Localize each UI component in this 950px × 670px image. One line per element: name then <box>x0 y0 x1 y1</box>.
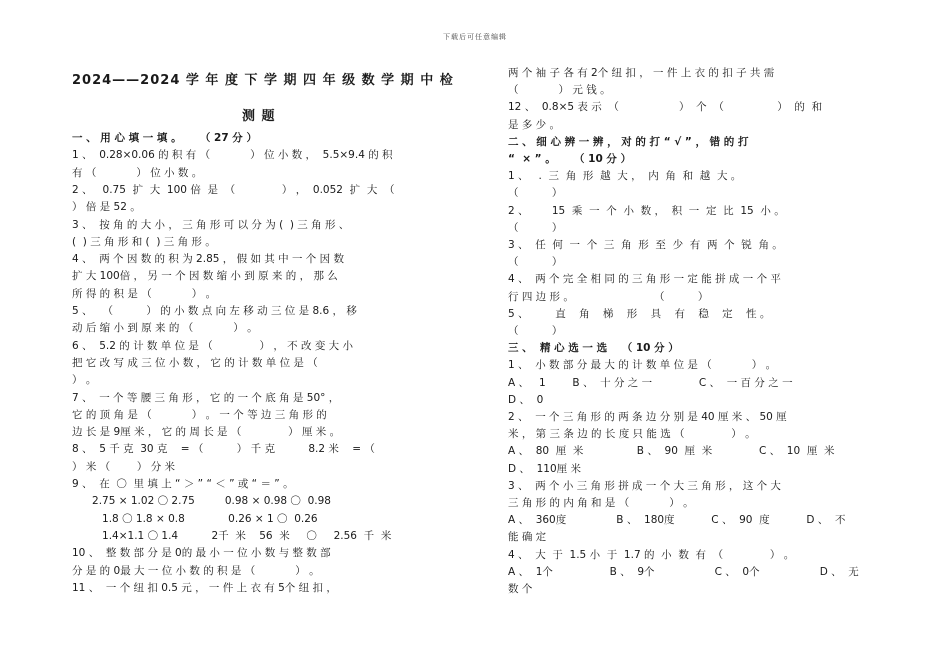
text-line: 1 、 0.28×0.06 的 积 有 （ ） 位 小 数 ， 5.5×9.4 的 积 <box>72 149 393 162</box>
text-line: 所 得 的 积 是 （ ） 。 <box>72 287 217 300</box>
text-line: 5 、 直 角 梯 形 具 有 稳 定 性 。 <box>508 307 771 320</box>
text-line: 1 、 . 三 角 形 越 大 ， 内 角 和 越 大 。 <box>508 170 742 183</box>
exam-title-line2: 测 题 <box>242 109 276 124</box>
text-line: 行 四 边 形 。 （ ） <box>508 290 709 303</box>
text-line: 11 、 一 个 纽 扣 0.5 元 ， 一 件 上 衣 有 5个 纽 扣 ， <box>72 581 337 594</box>
text-line: 5 、 （ ） 的 小 数 点 向 左 移 动 三 位 是 8.6 ， 移 <box>72 305 357 317</box>
text-line: ） 倍 是 52 。 <box>72 201 141 214</box>
text-line: 二 、 细 心 辨 一 辨 ， 对 的 打 “ √ ” ， 错 的 打 <box>508 135 749 148</box>
text-line: A 、 80 厘 米 B 、 90 厘 米 C 、 10 厘 米 <box>508 445 835 458</box>
text-line: （ ） <box>508 325 563 337</box>
text-line: “ × ” 。 （ 10 分 ） <box>508 153 632 165</box>
text-line: 1.4×1.1 〇 1.4 2千 米 56 米 〇 2.56 千 米 <box>72 529 392 542</box>
text-line: 米 ， 第 三 条 边 的 长 度 只 能 选 （ ） 。 <box>508 428 756 441</box>
text-line: A 、 360度 B 、 180度 C 、 90 度 D 、 不 <box>508 514 846 527</box>
text-line: 3 、 两 个 小 三 角 形 拼 成 一 个 大 三 角 形 ， 这 个 大 <box>508 479 781 492</box>
text-line: 一 、 用 心 填 一 填 。 （ 27 分 ） <box>72 132 257 144</box>
header-note: 下载后可任意编辑 <box>443 33 507 41</box>
text-line: （ ） <box>508 256 563 269</box>
text-line: 边 长 是 9厘 米 ， 它 的 周 长 是 （ ） 厘 米 。 <box>72 426 341 439</box>
text-line: 两 个 袖 子 各 有 2个 纽 扣 ， 一 件 上 衣 的 扣 子 共 需 <box>508 67 775 79</box>
text-line: 2 、 15 乘 一 个 小 数 ， 积 一 定 比 15 小 。 <box>508 204 785 217</box>
text-line: 分 是 的 0最 大 一 位 小 数 的 积 是 （ ） 。 <box>72 564 320 577</box>
text-line: 它 的 顶 角 是 （ ） 。 一 个 等 边 三 角 形 的 <box>72 408 327 421</box>
text-line: 能 确 定 <box>508 531 547 544</box>
text-line: 6 、 5.2 的 计 数 单 位 是 （ ） ， 不 改 变 大 小 <box>72 339 354 352</box>
text-line: 三 、 精 心 选 一 选 （ 10 分 ） <box>508 342 679 355</box>
text-line: 1.8 〇 1.8 × 0.8 0.26 × 1 〇 0.26 <box>72 512 318 525</box>
text-line: 3 、 任 何 一 个 三 角 形 至 少 有 两 个 锐 角 。 <box>508 239 783 251</box>
text-line: 2.75 × 1.02 〇 2.75 0.98 × 0.98 〇 0.98 <box>72 495 331 508</box>
text-line: A 、 1 B 、 十 分 之 一 C 、 一 百 分 之 一 <box>508 376 793 389</box>
text-line: 把 它 改 写 成 三 位 小 数 ， 它 的 计 数 单 位 是 （ <box>72 356 318 369</box>
text-line: 3 、 按 角 的 大 小 ， 三 角 形 可 以 分 为 ( ) 三 角 形 、 <box>72 218 350 231</box>
text-line: D 、 110厘 米 <box>508 462 581 475</box>
text-line: 1 、 小 数 部 分 最 大 的 计 数 单 位 是 （ ） 。 <box>508 359 777 372</box>
text-line: 4 、 两 个 完 全 相 同 的 三 角 形 一 定 能 拼 成 一 个 平 <box>508 273 781 286</box>
text-line: 8 、 5 千 克 30 克 = （ ） 千 克 8.2 米 = （ <box>72 443 375 456</box>
text-line: 动 后 缩 小 到 原 来 的 （ ） 。 <box>72 322 258 335</box>
text-line: 数 个 <box>508 583 533 595</box>
exam-title-line1: 2024——2024 学 年 度 下 学 期 四 年 级 数 学 期 中 检 <box>72 73 454 88</box>
text-line: 4 、 大 于 1.5 小 于 1.7 的 小 数 有 （ ） 。 <box>508 548 795 561</box>
text-line: 12 、 0.8×5 表 示 （ ） 个 （ ） 的 和 <box>508 101 823 114</box>
text-line: 是 多 少 。 <box>508 118 561 131</box>
text-line: ） 米 （ ） 分 米 <box>72 460 176 473</box>
text-line: 2 、 0.75 扩 大 100 倍 是 （ ） ， 0.052 扩 大 （ <box>72 183 395 196</box>
text-line: 9 、 在 〇 里 填 上 “ ＞ ” “ ＜ ” 或 “ ＝ ” 。 <box>72 478 294 490</box>
text-line: A 、 1个 B 、 9个 C 、 0个 D 、 无 <box>508 565 859 578</box>
text-line: 2 、 一 个 三 角 形 的 两 条 边 分 别 是 40 厘 米 、 50 厘 <box>508 411 787 423</box>
text-line: ） 。 <box>72 374 97 387</box>
text-line: 10 、 整 数 部 分 是 0的 最 小 一 位 小 数 与 整 数 部 <box>72 547 331 560</box>
text-line: 三 角 形 的 内 角 和 是 （ ） 。 <box>508 497 694 509</box>
text-line: ( ) 三 角 形 和 ( ) 三 角 形 。 <box>72 235 216 248</box>
text-line: （ ） <box>508 187 563 200</box>
text-line: 4 、 两 个 因 数 的 积 为 2.85 ， 假 如 其 中 一 个 因 数 <box>72 253 344 266</box>
text-line: D 、 0 <box>508 393 544 406</box>
text-line: 扩 大 100倍 ， 另 一 个 因 数 缩 小 到 原 来 的 ， 那 么 <box>72 270 338 283</box>
text-line: （ ） 元 钱 。 <box>508 84 611 97</box>
text-line: （ ） <box>508 221 563 234</box>
text-line: 有 （ ） 位 小 数 。 <box>72 166 203 179</box>
text-line: 7 、 一 个 等 腰 三 角 形 ， 它 的 一 个 底 角 是 50° ， <box>72 391 340 404</box>
